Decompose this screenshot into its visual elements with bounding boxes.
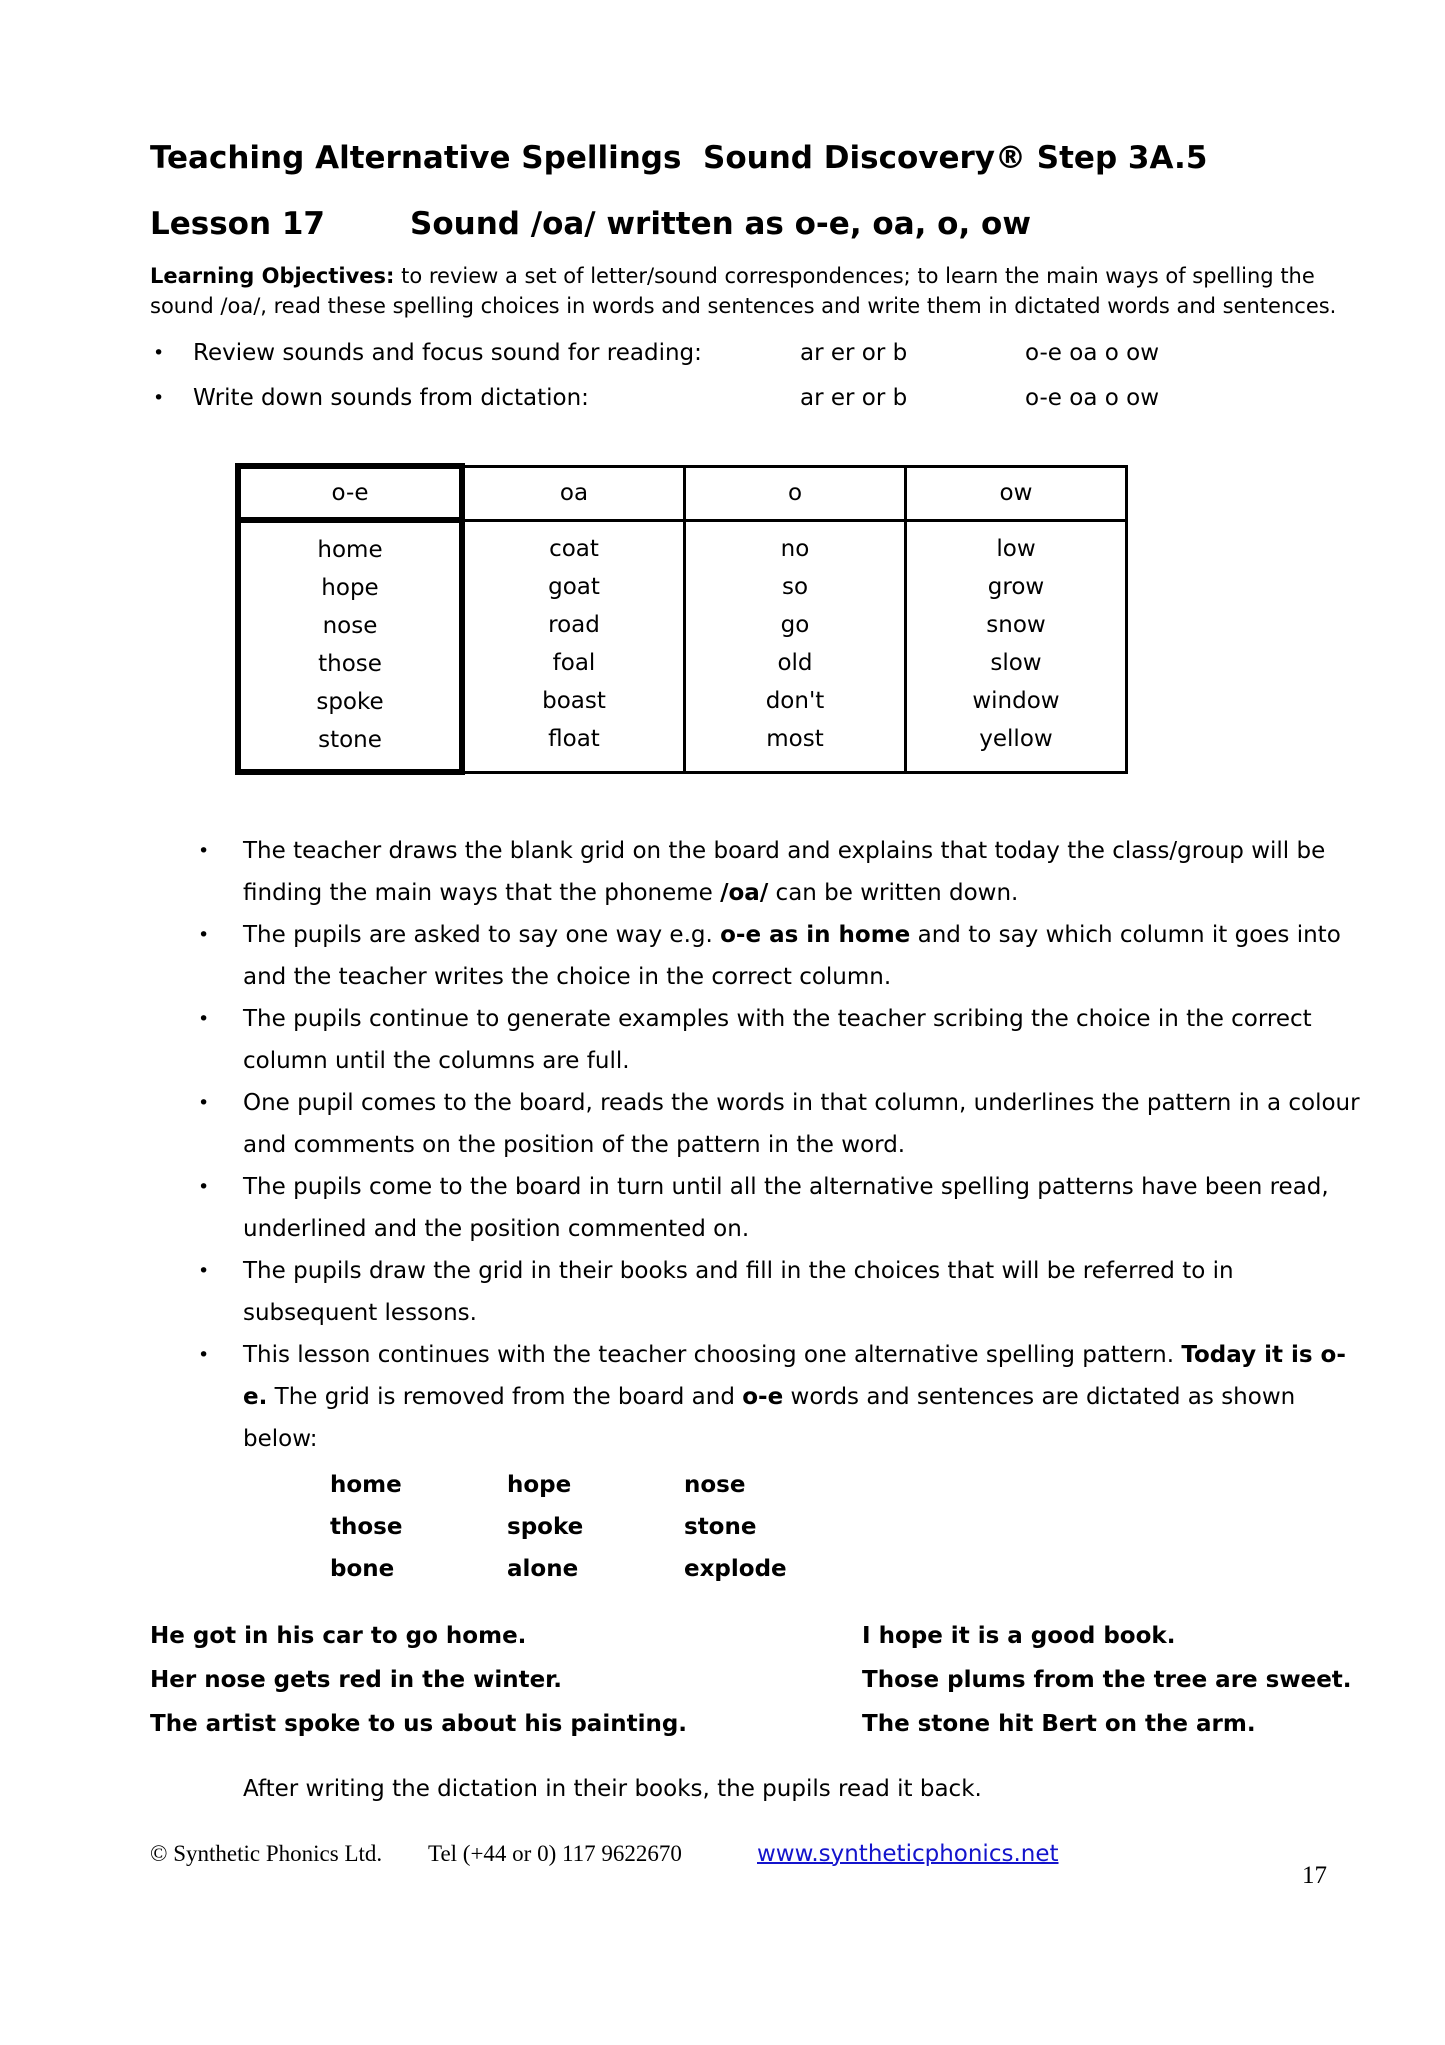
table-word: slow: [990, 649, 1042, 676]
review-bullet-row: [150, 376, 1360, 421]
procedure-text: and to say which column it goes into and the teacher writes the choice in the correct column.: [243, 922, 1341, 990]
dictation-word-row: [330, 1506, 1360, 1548]
table-word: those: [318, 651, 382, 677]
dictation-word: spoke: [507, 1514, 584, 1540]
procedure-bullet: [243, 1250, 1360, 1334]
sentence-column-right: [862, 1614, 1352, 1746]
procedure-text-bold: o-e as in home: [720, 922, 911, 948]
dictation-word: stone: [684, 1514, 757, 1540]
table-column-oe-words: [238, 520, 462, 772]
dictation-word: explode: [684, 1556, 787, 1582]
review-bullet-row: [150, 331, 1360, 376]
telephone-text: Tel (+44 or 0) 117 9622670: [428, 1841, 682, 1866]
procedure-bullet: [243, 1082, 1360, 1166]
page-footer: [150, 1841, 1360, 1867]
table-word: so: [781, 573, 809, 600]
dictation-sentence: He got in his car to go home.: [150, 1623, 527, 1649]
table-word: go: [780, 611, 810, 638]
dictation-word-row: [330, 1464, 1360, 1506]
table-word: hope: [321, 575, 379, 601]
review-label: Review sounds and focus sound for reading:: [193, 340, 702, 366]
dictation-sentence: The stone hit Bert on the arm.: [862, 1711, 1256, 1737]
dictation-word: alone: [507, 1556, 579, 1582]
review-sounds-group2: o-e oa o ow: [1025, 340, 1160, 366]
procedure-text-bold: Today it is o-e.: [243, 1342, 1346, 1410]
table-word: low: [996, 535, 1036, 562]
table-word: window: [972, 687, 1060, 714]
table-word: foal: [552, 649, 596, 676]
document-title: Teaching Alternative Spellings Sound Discovery® Step 3A.5: [150, 140, 1208, 176]
spelling-patterns-table: [235, 463, 1128, 775]
procedure-text-bold: o-e: [742, 1384, 784, 1410]
table-word: old: [777, 649, 813, 676]
table-word: stone: [318, 727, 382, 753]
bullet-icon: •: [153, 342, 165, 364]
table-body-row: [238, 520, 1127, 772]
procedure-text: The grid is removed from the board and: [267, 1384, 743, 1410]
procedure-bullet: [243, 830, 1360, 914]
review-sounds-group2: o-e oa o ow: [1025, 385, 1160, 411]
dictation-word-row: [330, 1548, 1360, 1590]
procedure-bullet: [243, 1166, 1360, 1250]
procedure-bullet: [243, 1334, 1360, 1460]
table-word: no: [780, 535, 810, 562]
table-word: home: [317, 537, 383, 563]
table-word: don't: [765, 687, 825, 714]
table-word: road: [548, 611, 600, 638]
table-word: spoke: [316, 689, 384, 715]
copyright-text: © Synthetic Phonics Ltd.: [150, 1841, 383, 1866]
procedure-text: The pupils continue to generate examples with the teacher scribing the choice in the correct column until the columns are full.: [243, 1006, 1312, 1074]
procedure-text: This lesson continues with the teacher choosing one alternative spelling pattern.: [243, 1342, 1182, 1368]
lesson-number: Lesson 17: [150, 206, 325, 242]
table-header-oe: o-e: [238, 466, 462, 520]
dictation-word: hope: [507, 1472, 572, 1498]
dictation-word: nose: [684, 1472, 746, 1498]
dictation-word: bone: [330, 1556, 395, 1582]
dictation-word-grid: [330, 1464, 1360, 1590]
dictation-sentence: I hope it is a good book.: [862, 1623, 1176, 1649]
review-sounds-group1: ar er or b: [800, 340, 908, 366]
learning-objectives: [150, 261, 1360, 321]
table-column-o-words: [685, 520, 906, 772]
table-word: grow: [987, 573, 1045, 600]
learning-objectives-text: to review a set of letter/sound correspondences; to learn the main ways of spelling the sound /oa/, read these spelling choices in words and sentences and write them in dictated words and sentences.: [150, 264, 1337, 318]
table-word: nose: [322, 613, 378, 639]
dictation-sentence: Her nose gets red in the winter.: [150, 1667, 562, 1693]
procedure-text: The pupils come to the board in turn until all the alternative spelling patterns have been read, underlined and the position commented on.: [243, 1174, 1329, 1242]
review-bullets: [150, 331, 1360, 421]
table-header-o: o: [685, 466, 906, 520]
page-number: 17: [1302, 1862, 1327, 1889]
procedure-text: The teacher draws the blank grid on the board and explains that today the class/group will be finding the main ways that the phoneme: [243, 838, 1326, 906]
table-column-oa-words: [462, 520, 685, 772]
table-word: yellow: [979, 725, 1053, 752]
table-word: float: [548, 725, 600, 752]
website-link[interactable]: www.syntheticphonics.net: [757, 1841, 1059, 1867]
table-header-ow: ow: [906, 466, 1127, 520]
table-word: snow: [986, 611, 1046, 638]
procedure-text: words and sentences are dictated as shown below:: [243, 1384, 1296, 1452]
dictation-word: home: [330, 1472, 402, 1498]
table-header-oa: oa: [462, 466, 685, 520]
closing-note: After writing the dictation in their books, the pupils read it back.: [243, 1776, 982, 1802]
table-word: most: [766, 725, 824, 752]
procedure-text-bold: /oa/: [720, 880, 769, 906]
procedure-text: can be written down.: [768, 880, 1019, 906]
table-header-row: [238, 466, 1127, 520]
procedure-list: [150, 830, 1360, 1460]
dictation-sentences: [150, 1614, 1360, 1746]
sentence-column-left: [150, 1614, 862, 1746]
review-label: Write down sounds from dictation:: [193, 385, 589, 411]
table-word: goat: [548, 573, 600, 600]
dictation-sentence: Those plums from the tree are sweet.: [862, 1667, 1352, 1693]
procedure-bullet: [243, 998, 1360, 1082]
procedure-text: The pupils draw the grid in their books and fill in the choices that will be referred to in subsequent lessons.: [243, 1258, 1234, 1326]
table-column-ow-words: [906, 520, 1127, 772]
dictation-word: those: [330, 1514, 403, 1540]
dictation-sentence: The artist spoke to us about his painting.: [150, 1711, 688, 1737]
lesson-title: Sound /oa/ written as o-e, oa, o, ow: [410, 206, 1031, 242]
review-sounds-group1: ar er or b: [800, 385, 908, 411]
table-word: coat: [549, 535, 599, 562]
learning-objectives-label: Learning Objectives:: [150, 264, 395, 288]
procedure-text: The pupils are asked to say one way e.g.: [243, 922, 721, 948]
lesson-title-row: [150, 191, 1360, 257]
procedure-text: One pupil comes to the board, reads the words in that column, underlines the pattern in a colour and comments on the position of the pattern in the word.: [243, 1090, 1360, 1158]
bullet-icon: •: [153, 387, 165, 409]
table-word: boast: [542, 687, 606, 714]
procedure-bullet: [243, 914, 1360, 998]
